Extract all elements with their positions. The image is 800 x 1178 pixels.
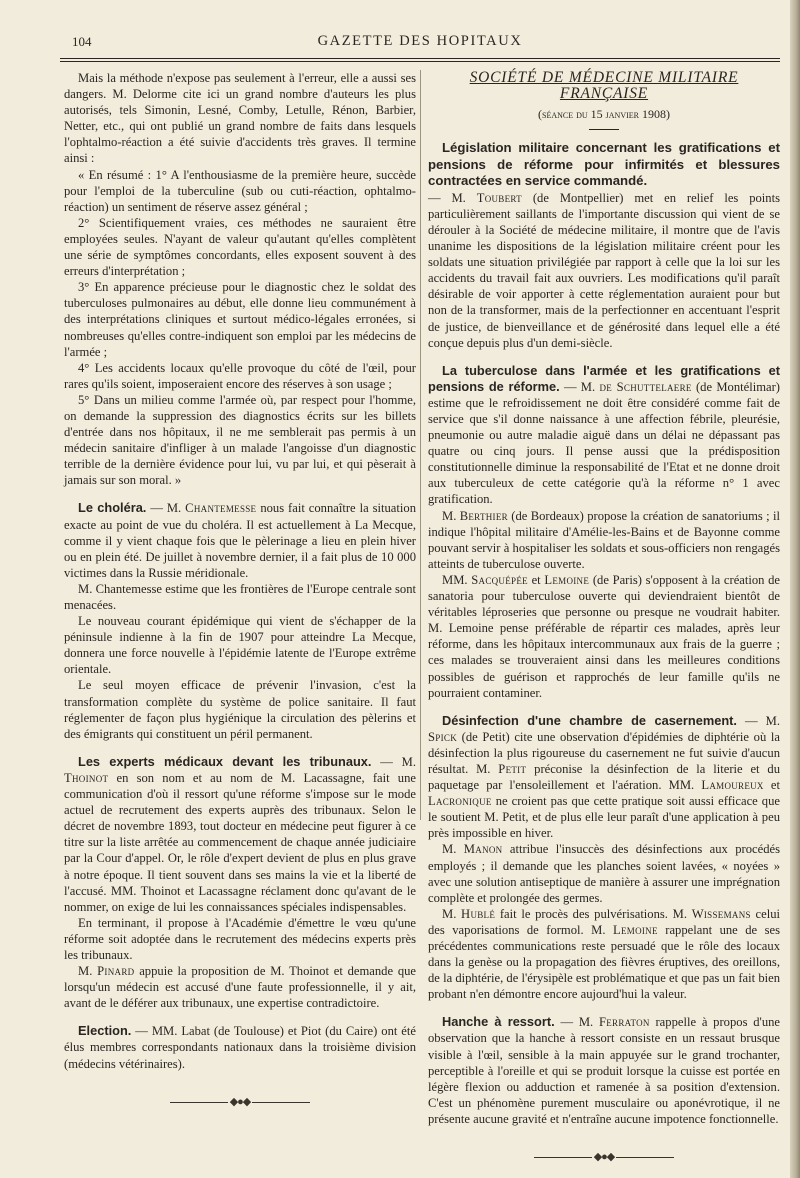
experts-paragraph-2: En terminant, il propose à l'Académie d'émettre le vœu qu'une réforme soit adoptée dans le recrutement des médecins experts près les tribunaux. — [64, 915, 416, 962]
left-column — [64, 70, 416, 1110]
tuberculosis-paragraph: La tuberculose dans l'armée et les gratifications et pensions de réforme. — M. de Schuttelaere (de Montélimar) estime que le refroidissement ne doit être considéré comme fait de service que s'il donne naissance à une affection fébrile, pleurésie, pneumonie ou autre maladie aiguë dans un délai ne dépassant pas quatre ou cinq jours. Il pense aussi que la prédisposition constitutionnelle diminue la responsabilité de l'Etat et ne donne droit aux tuberculeux de cette catégorie qu'à la réforme n° 1 avec gratification. — [428, 362, 780, 507]
tuberculosis-text: (de Montélimar) estime que le refroidissement ne doit être considéré comme fait de service que s'il donne naissance à une affection fébrile, pleurésie, pneumonie ou autre maladie aiguë dans un délai ne dépassant pas quatre ou cinq jours. Il pense aussi que la prédisposition constitutionnelle diminue la responsabilité de l'Etat et ne donne droit aux tuberculeux de cette catégorie qu'à la réforme n° 1 avec gratification. — [428, 379, 780, 507]
huble-text-b: celui des vaporisations de formol. M. — [428, 906, 780, 937]
hanche-heading: Hanche à ressort. — [442, 1014, 555, 1030]
sacquepee-author: Sacquépée — [471, 572, 528, 587]
berthier-text: (de Bordeaux) propose la création de sanatoriums ; il indique l'hôpital militaire d'Amélie-les-Bains et de Bayonne comme pouvant servir à hospitaliser les soldats et sous-officiers non rengagés atteints de tuberculose ouverte. — [428, 508, 780, 571]
tuberculosis-author: de Schuttelaere — [599, 379, 692, 394]
huble-paragraph: M. Hublé fait le procès des pulvérisations. M. Wissemans celui des vaporisations de formol. M. Lemoine rappelant une de ses précédentes communications reste persuadé que le rôle des locaux dans la genèse ou la propagation des fièvres éruptives, des oreillons, de la diphtérie, de l'érysipèle est problématique et que pas un fait bien probant n'en démontre encore aujourd'hui la valeur. — [428, 906, 780, 1002]
disinfection-text-a: (de Petit) cite une observation d'épidémies de diphtérie où la désinfection la plus rigoureuse du casernement ne fut suivie d'aucun résultat. M. — [428, 729, 780, 776]
pinard-text: appuie la proposition de M. Thoinot et demande que lorsqu'un médecin est accusé d'une faute professionnelle, il y ait, avant de le déférer aux tribunaux, une expertise contradictoire. — [64, 964, 416, 1011]
running-header — [60, 26, 780, 52]
berthier-paragraph: M. Berthier (de Bordeaux) propose la création de sanatoriums ; il indique l'hôpital militaire d'Amélie-les-Bains et de Bayonne comme pouvant servir à hospitaliser les soldats et sous-officiers non rengagés atteints de tuberculose ouverte. — [428, 508, 780, 571]
huble-author: Hublé — [461, 906, 496, 921]
huble-text-c: rappelant une de ses précédentes communications reste persuadé que le rôle des locaux dans la genèse ou la propagation des fièvres éruptives, des oreillons, de la diphtérie, de l'érysipèle est problématique et que pas un fait bien probant n'en démontre encore aujourd'hui la valeur. — [428, 922, 780, 1002]
end-ornament-left: ◆●◆ — [64, 1094, 416, 1111]
legislation-paragraph: — M. Toubert (de Montpellier) met en relief les points particulièrement saillants de l'importante discussion qui vient de se dérouler à la Société de médecine militaire, il montre que de l'avis unanime les dispositions de la législation militaire créent pour les soldats une situation privilégiée par rapport à celle que la loi sur les accidents du travail fait aux ouvriers. Les modifications qu'il paraît désirable de voir apporter à cette réglementation auraient pour but non de la transformer, mais de la perfectionner en accentuant l'esprit de justice, de bienveillance et de générosité dans lequel elle a été conçue depuis plus d'un demi-siècle. — [428, 190, 780, 350]
end-ornament-right: ◆●◆ — [428, 1149, 780, 1166]
quote-point-1: « En résumé : 1° A l'enthousiasme de la première heure, succède pour l'emploi de la tuberculine (sub ou cuti-réaction, ophtalmo-réaction) un sentiment de réserve assez général ; — [64, 167, 416, 214]
experts-author: Thoinot — [64, 770, 109, 785]
lemoine-author: Lemoine — [544, 572, 590, 587]
cholera-text: nous fait connaître la situation exacte au point de vue du choléra. Il est actuellement à La Mecque, comme il y vient chaque fois que le pèlerinage a lieu en plein hiver ou en plein été. De juillet à novembre dernier, il a fait plus de 10 000 victimes dans la Russie méridionale. — [64, 501, 416, 580]
wissemans-author: Wissemans — [691, 906, 751, 921]
right-column — [428, 70, 780, 1166]
pinard-author: Pinard — [97, 964, 135, 979]
page-edge-shadow — [790, 0, 800, 1178]
lamoureux-author: Lamoureux — [701, 778, 764, 793]
sacquepee-text: (de Paris) s'opposent à la création de sanatoria pour tuberculose ouverte qui deviendraient bientôt de véritables léproseries que personne ou presque ne voudrait habiter. M. Lemoine pense préférable de répartir ces malades, après leur réforme, dans les hôpitaux intercommunaux aux frais de la guerre ; ces malades se trouveraient ainsi dans les meilleures conditions possibles de guérison et rapprochés de leur famille qu'ils ne pourraient contaminer. — [428, 572, 781, 700]
manon-author: Manon — [463, 842, 503, 857]
sacquepee-paragraph: MM. Sacquépée et Lemoine (de Paris) s'opposent à la création de sanatoria pour tuberculose ouverte qui deviendraient bientôt de véritables léproseries que personne ou presque ne voudrait habiter. M. Lemoine pense préférable de répartir ces malades, après leur réforme, dans les hôpitaux intercommunaux aux frais de la guerre ; ces malades se trouveraient ainsi dans les meilleures conditions possibles de guérison et rapprochés de leur famille qu'ils ne pourraient contaminer. — [428, 572, 781, 700]
quote-point-5: 5° Dans un milieu comme l'armée où, par respect pour l'homme, on demande la suppression des diagnostics écrits sur les billets d'entrée dans nos hôpitaux, il ne me semblerait pas permis à un médecin sanitaire d'infliger à un malade l'angoisse d'un diagnostic terrible de la dernière évidence pour lui, vu par lui, et qui pèserait à jamais sur son moral. » — [64, 392, 416, 488]
hanche-author: Ferraton — [598, 1015, 650, 1030]
hanche-text: rappelle à propos d'une observation que la hanche à ressort consiste en un ressaut brusque visible à l'œil, sensible à la main appuyée sur le grand trochanter, perceptible à l'oreille et qui se produit lorsque la cuisse est portée en légère flexion ou adduction et ramenée à sa position d'extension. C'est un phénomène purement musculaire ou aponévrotique, il ne présente aucune gravité et n'entraîne aucune impotence fonctionnelle. — [428, 1015, 780, 1126]
huble-text-a: fait le procès des pulvérisations. M. — [499, 906, 687, 921]
manon-text: attribue l'insuccès des désinfections aux procédés employés ; il demande que les planches soient lavées, « noyées » avec une solution antiseptique de manière à assurer une imprégnation complète et prolongée des germes. — [428, 842, 780, 905]
section-title: SOCIÉTÉ DE MÉDECINE MILITAIRE FRANÇAISE — [469, 69, 739, 103]
section-date: (séance du 15 janvier 1908) — [538, 107, 670, 122]
section-rule — [589, 129, 619, 130]
quote-point-3: 3° En apparence précieuse pour le diagnostic chez le soldat des tuberculoses pulmonaires au début, elle donne lieu communément à des interprétations cliniques et surtout médico-légales erronées, si nombreuses qu'elles contre-indiquent son emploi par les médecins de l'armée ; — [64, 280, 416, 359]
experts-paragraph: Les experts médicaux devant les tribunaux. — M. Thoinot en son nom et au nom de M. Lacassagne, fait une communication d'où il ressort qu'une réforme s'impose sur le mode actuel de recrutement des experts auprès des tribunaux. Selon le décret de novembre 1893, tout docteur en médecine peut figurer à ce titre sur la liste arrêtée au commencement de chaque année judiciaire par la Cour d'appel. Or, le rôle d'expert devient de plus en plus grave à notre époque. Il tient souvent dans ses mains la vie et la liberté de l'accusé. MM. Thoinot et Lacassagne réclament donc qu'avant de le nommer, on exige de lui les connaissances spéciales indispensables. — [64, 753, 416, 914]
pinard-paragraph: M. Pinard appuie la proposition de M. Thoinot et demande que lorsqu'un médecin est accusé d'une faute professionnelle, il y ait, avant de le déférer aux tribunaux, une expertise contradictoire. — [64, 964, 416, 1011]
disinfection-heading: Désinfection d'une chambre de casernement. — [442, 712, 737, 728]
lacronique-author: Lacronique — [428, 794, 492, 809]
legislation-author: Toubert — [476, 190, 522, 205]
cholera-heading: Le choléra. — [78, 500, 147, 516]
petit-author: Petit — [498, 761, 527, 776]
delorme-quote — [64, 167, 416, 489]
berthier-author: Berthier — [459, 508, 508, 523]
cholera-paragraph-2: M. Chantemesse estime que les frontières de l'Europe centrale sont menacées. — [64, 581, 416, 612]
experts-heading: Les experts médicaux devant les tribunaux. — [78, 753, 372, 769]
disinfection-author: Spick — [428, 729, 458, 744]
page-number: 104 — [72, 34, 92, 49]
lemoine-author-2: Lemoine — [612, 922, 658, 937]
intro-paragraph: Mais la méthode n'expose pas seulement à l'erreur, elle a aussi ses dangers. M. Delorme cite ici un grand nombre d'auteurs les plus autorisés, tels Simonin, Lesné, Comby, Letulle, Rénon, Barbier, Netter, etc., qui ont publié un grand nombre de faits dans lesquels l'ophtalmo-réaction a été suivie d'accidents très graves. Il termine ainsi : — [64, 71, 416, 166]
running-title: GAZETTE DES HOPITAUX — [317, 33, 523, 49]
header-rule — [60, 58, 780, 62]
legislation-text: (de Montpellier) met en relief les points particulièrement saillants de l'importante discussion qui vient de se dérouler à la Société de médecine militaire, il montre que de l'avis unanime les dispositions de la législation militaire créent pour les soldats une situation privilégiée par rapport à celle que la loi sur les accidents du travail fait aux ouvriers. Les modifications qu'il paraît désirable de voir apporter à cette réglementation auraient pour but non de la transformer, mais de la perfectionner en accentuant l'esprit de justice, de bienveillance et de générosité dans lequel elle a été conçue depuis plus d'un demi-siècle. — [428, 190, 780, 350]
cholera-author: Chantemesse — [185, 501, 257, 516]
election-text: — MM. Labat (de Toulouse) et Piot (du Caire) ont été élus membres correspondants nationaux dans la troisième division (médecins vétérinaires). — [64, 1024, 416, 1071]
legislation-heading: Législation militaire concernant les gratifications et pensions de réforme pour infirmités et blessures contractées en service commandé. — [428, 140, 780, 189]
election-paragraph — [64, 1023, 416, 1071]
disinfection-text-c: ne croient pas que cette pratique soit aussi efficace que le soutient M. Petit, et de plus elle leur paraît d'une application à peu près impossible en hiver. — [428, 794, 780, 841]
cholera-paragraph-3: Le nouveau courant épidémique qui vient de s'échapper de la péninsule indienne à la fin de 1907 pour atteindre La Mecque, donnera une force nouvelle à l'épidémie latente de l'Europe extrême orientale. — [64, 614, 416, 677]
cholera-paragraph: Le choléra. — M. Chantemesse nous fait connaître la situation exacte au point de vue du choléra. Il est actuellement à La Mecque, comme il y vient chaque fois que le pèlerinage a lieu en plein hiver ou en plein été. De juillet à novembre dernier, il a fait plus de 10 000 victimes dans la Russie méridionale. — [64, 500, 416, 580]
manon-paragraph: M. Manon attribue l'insuccès des désinfections aux procédés employés ; il demande que les planches soient lavées, « noyées » avec une solution antiseptique de manière à assurer une imprégnation complète et prolongée des germes. — [428, 842, 780, 905]
tuberculosis-heading: La tuberculose dans l'armée et les gratifications et pensions de réforme. — [428, 362, 780, 394]
experts-text: en son nom et au nom de M. Lacassagne, fait une communication d'où il ressort qu'une réforme s'impose sur le mode actuel de recrutement des experts auprès des tribunaux. Selon le décret de novembre 1893, tout docteur en médecine peut figurer à ce titre sur la liste arrêtée au commencement de chaque année judiciaire par la Cour d'appel. Or, le rôle d'expert devient de plus en plus grave à notre époque. Il tient souvent dans ses mains la vie et la liberté de l'accusé. MM. Thoinot et Lacassagne réclament donc qu'avant de le nommer, on exige de lui les connaissances spéciales indispensables. — [64, 770, 416, 914]
hanche-paragraph: Hanche à ressort. — M. Ferraton rappelle à propos d'une observation que la hanche à ressort consiste en un ressaut brusque visible à l'œil, sensible à la main appuyée sur le grand trochanter, perceptible à l'oreille et qui se produit lorsque la cuisse est portée en légère flexion ou adduction et ramenée à sa position d'extension. C'est un phénomène purement musculaire ou aponévrotique, il ne présente aucune gravité et n'entraîne aucune impotence fonctionnelle. — [428, 1014, 780, 1126]
column-divider — [420, 70, 421, 820]
election-heading: Election. — [78, 1023, 132, 1039]
quote-point-4: 4° Les accidents locaux qu'elle provoque du côté de l'œil, pour rares qu'ils soient, imposeraient encore des réserves à son usage ; — [64, 360, 416, 391]
disinfection-text-b: préconise la désinfection de la literie et du paquetage par l'ensoleillement et l'aération. MM. — [428, 761, 780, 793]
quote-point-2: 2° Scientifiquement vraies, ces méthodes ne sauraient être employées seules. N'ayant de valeur qu'autant qu'elles complètent une série de symptômes concordants, elles exposent souvent à des erreurs d'interprétation ; — [64, 215, 416, 279]
cholera-paragraph-4: Le seul moyen efficace de prévenir l'invasion, c'est la transformation complète du système de police sanitaire. Il faut réglementer de façon plus hygiénique la circulation des pèlerins et des émigrants qui constituent un péril permanent. — [64, 678, 416, 741]
disinfection-paragraph: Désinfection d'une chambre de casernement. — M. Spick (de Petit) cite une observation d'épidémies de diphtérie où la désinfection la plus rigoureuse du casernement ne fut suivie d'aucun résultat. M. Petit préconise la désinfection de la literie et du paquetage par l'ensoleillement et l'aération. MM. Lamoureux et Lacronique ne croient pas que cette pratique soit aussi efficace que le soutient M. Petit, et de plus elle leur paraît d'une application à peu près impossible en hiver. — [428, 712, 780, 841]
